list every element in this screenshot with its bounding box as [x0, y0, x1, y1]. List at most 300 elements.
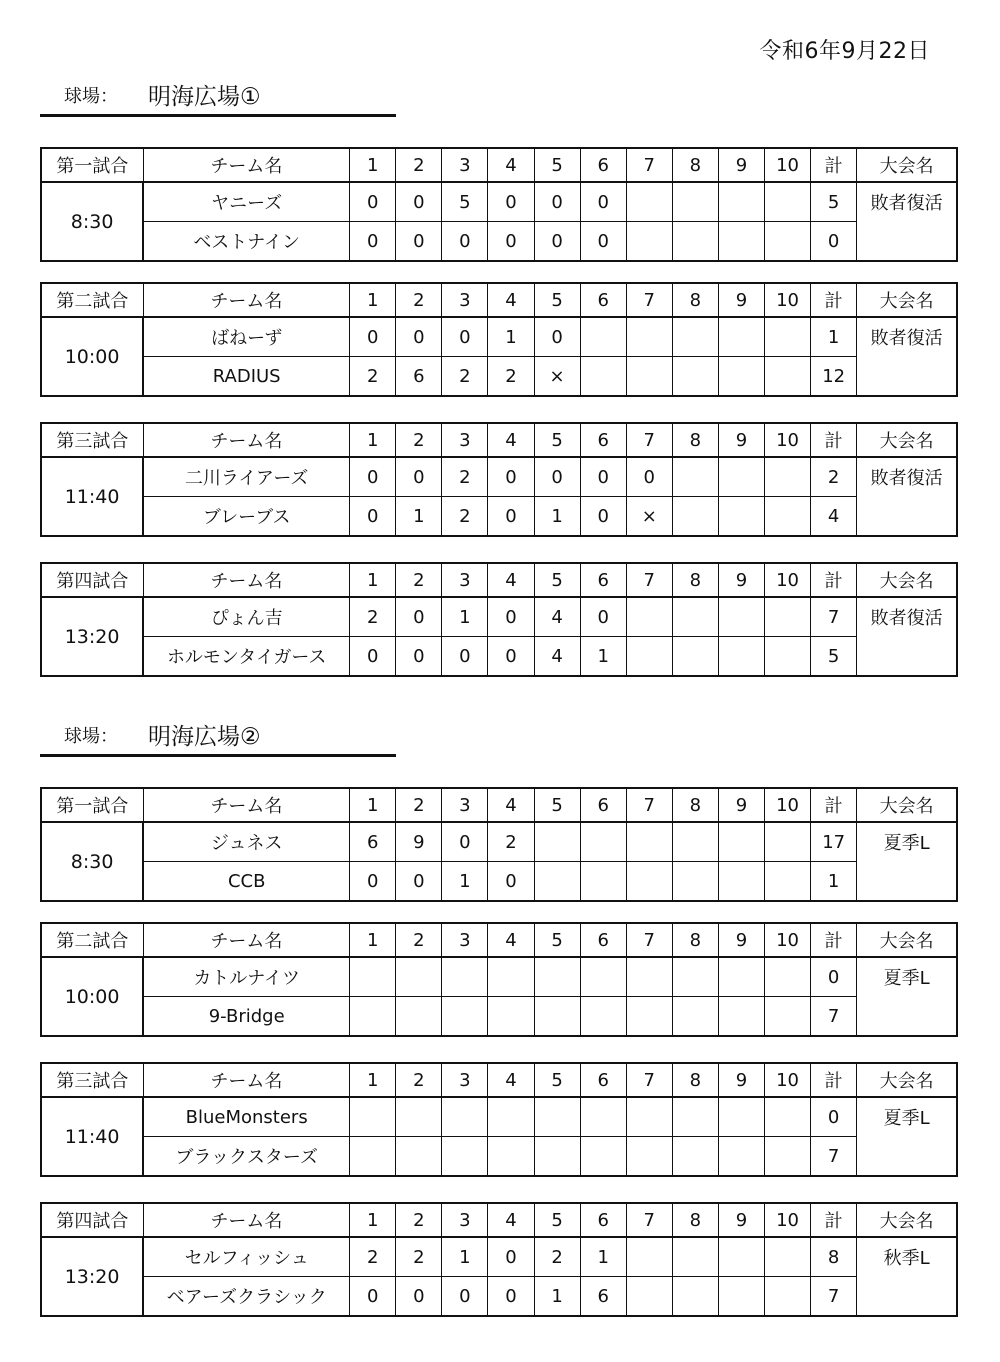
- inning-header: 2: [396, 1203, 442, 1237]
- inning-score: 0: [350, 497, 396, 537]
- inning-score: [396, 1097, 442, 1137]
- inning-score: 0: [488, 597, 534, 637]
- inning-score: 0: [396, 457, 442, 497]
- venue-name: 明海広場②: [148, 724, 261, 750]
- inning-header: 10: [765, 923, 811, 957]
- total-header: 計: [811, 563, 857, 597]
- inning-header: 10: [765, 148, 811, 182]
- team-row: [41, 497, 957, 537]
- header-row: [41, 923, 957, 957]
- inning-score: 1: [534, 1277, 580, 1317]
- inning-score: 9: [396, 822, 442, 862]
- game-number: 第一試合: [41, 788, 143, 822]
- inning-header: 6: [580, 788, 626, 822]
- team-name: ぴょん吉: [143, 597, 349, 637]
- team-name: CCB: [143, 862, 349, 902]
- inning-score: [672, 357, 718, 397]
- inning-score: 0: [488, 862, 534, 902]
- inning-header: 1: [350, 923, 396, 957]
- tournament-name: 秋季L: [857, 1237, 957, 1316]
- game-table: [40, 282, 958, 397]
- tournament-name: 夏季L: [857, 1097, 957, 1176]
- tournament-header: 大会名: [857, 1203, 957, 1237]
- inning-score: [765, 1277, 811, 1317]
- inning-score: 2: [350, 597, 396, 637]
- inning-score: [626, 637, 672, 677]
- game-table: [40, 1202, 958, 1317]
- inning-header: 7: [626, 423, 672, 457]
- inning-score: [765, 497, 811, 537]
- inning-score: [672, 597, 718, 637]
- inning-header: 8: [672, 1203, 718, 1237]
- inning-header: 2: [396, 788, 442, 822]
- inning-score: [534, 1097, 580, 1137]
- inning-score: 0: [534, 317, 580, 357]
- inning-header: 2: [396, 923, 442, 957]
- inning-score: 2: [442, 357, 488, 397]
- inning-score: [534, 1137, 580, 1177]
- team-name: カトルナイツ: [143, 957, 349, 997]
- inning-score: 1: [580, 637, 626, 677]
- header-row: [41, 423, 957, 457]
- inning-score: [626, 1277, 672, 1317]
- inning-header: 8: [672, 1063, 718, 1097]
- inning-score: 0: [488, 497, 534, 537]
- inning-header: 1: [350, 148, 396, 182]
- inning-score: [765, 182, 811, 222]
- inning-header: 2: [396, 1063, 442, 1097]
- inning-score: 2: [488, 822, 534, 862]
- inning-score: [626, 1097, 672, 1137]
- inning-header: 5: [534, 1203, 580, 1237]
- inning-header: 3: [442, 788, 488, 822]
- inning-score: 2: [534, 1237, 580, 1277]
- inning-header: 5: [534, 423, 580, 457]
- document-date: 令和6年9月22日: [759, 39, 930, 64]
- inning-score: [765, 597, 811, 637]
- inning-header: 1: [350, 1203, 396, 1237]
- team-row: [41, 637, 957, 677]
- tournament-name: 敗者復活: [857, 317, 957, 396]
- inning-score: [534, 862, 580, 902]
- inning-header: 10: [765, 563, 811, 597]
- game-number: 第四試合: [41, 563, 143, 597]
- inning-header: 2: [396, 283, 442, 317]
- game-number: 第三試合: [41, 1063, 143, 1097]
- inning-score: 1: [442, 862, 488, 902]
- inning-score: [442, 997, 488, 1037]
- total-header: 計: [811, 148, 857, 182]
- inning-header: 3: [442, 283, 488, 317]
- inning-score: 0: [396, 222, 442, 262]
- tournament-name: 敗者復活: [857, 597, 957, 676]
- inning-header: 3: [442, 423, 488, 457]
- inning-header: 1: [350, 283, 396, 317]
- game-time: 8:30: [41, 182, 143, 261]
- inning-score: [626, 357, 672, 397]
- inning-score: 0: [534, 182, 580, 222]
- inning-header: 3: [442, 148, 488, 182]
- inning-score: [672, 222, 718, 262]
- inning-score: [718, 1237, 764, 1277]
- inning-score: [672, 457, 718, 497]
- inning-header: 4: [488, 1203, 534, 1237]
- inning-score: 0: [580, 182, 626, 222]
- inning-score: [488, 957, 534, 997]
- inning-score: [580, 957, 626, 997]
- inning-score: [718, 497, 764, 537]
- total-header: 計: [811, 788, 857, 822]
- tournament-header: 大会名: [857, 923, 957, 957]
- inning-score: 5: [442, 182, 488, 222]
- team-column-header: チーム名: [143, 1063, 349, 1097]
- inning-score: [765, 1097, 811, 1137]
- inning-score: 0: [442, 317, 488, 357]
- inning-score: [442, 1097, 488, 1137]
- inning-score: [672, 1237, 718, 1277]
- inning-score: [672, 637, 718, 677]
- game-time: 13:20: [41, 597, 143, 676]
- total-header: 計: [811, 1063, 857, 1097]
- inning-score: [718, 222, 764, 262]
- game-table: [40, 787, 958, 902]
- inning-header: 7: [626, 563, 672, 597]
- inning-score: [626, 822, 672, 862]
- inning-score: [672, 822, 718, 862]
- inning-score: 0: [580, 597, 626, 637]
- inning-header: 6: [580, 423, 626, 457]
- game-number: 第一試合: [41, 148, 143, 182]
- inning-header: 3: [442, 563, 488, 597]
- inning-score: [718, 1137, 764, 1177]
- team-name: セルフィッシュ: [143, 1237, 349, 1277]
- team-name: ベアーズクラシック: [143, 1277, 349, 1317]
- inning-score: 0: [534, 222, 580, 262]
- tournament-header: 大会名: [857, 283, 957, 317]
- game-time: 11:40: [41, 457, 143, 536]
- inning-header: 7: [626, 1203, 672, 1237]
- inning-score: [534, 957, 580, 997]
- inning-header: 9: [718, 788, 764, 822]
- team-name: ブレーブス: [143, 497, 349, 537]
- inning-score: 2: [442, 497, 488, 537]
- inning-score: [396, 957, 442, 997]
- inning-header: 8: [672, 563, 718, 597]
- inning-score: [350, 1137, 396, 1177]
- inning-header: 6: [580, 1203, 626, 1237]
- inning-score: 6: [396, 357, 442, 397]
- game-time: 11:40: [41, 1097, 143, 1176]
- total-score: 5: [811, 182, 857, 222]
- inning-score: 0: [396, 597, 442, 637]
- inning-score: 0: [534, 457, 580, 497]
- inning-score: 1: [534, 497, 580, 537]
- inning-header: 6: [580, 283, 626, 317]
- game-table: [40, 562, 958, 677]
- game-time: 10:00: [41, 317, 143, 396]
- inning-score: [765, 1137, 811, 1177]
- inning-score: [626, 597, 672, 637]
- inning-header: 7: [626, 148, 672, 182]
- total-score: 12: [811, 357, 857, 397]
- game-table: [40, 422, 958, 537]
- inning-score: [672, 317, 718, 357]
- inning-score: [718, 1277, 764, 1317]
- inning-score: 0: [350, 637, 396, 677]
- inning-header: 1: [350, 563, 396, 597]
- inning-score: [718, 997, 764, 1037]
- inning-score: 0: [350, 182, 396, 222]
- team-column-header: チーム名: [143, 1203, 349, 1237]
- inning-score: [580, 357, 626, 397]
- team-column-header: チーム名: [143, 563, 349, 597]
- inning-score: 0: [488, 637, 534, 677]
- inning-header: 7: [626, 923, 672, 957]
- inning-header: 7: [626, 1063, 672, 1097]
- total-score: 7: [811, 1277, 857, 1317]
- team-name: 二川ライアーズ: [143, 457, 349, 497]
- inning-score: [765, 862, 811, 902]
- inning-score: 0: [396, 1277, 442, 1317]
- inning-score: [765, 457, 811, 497]
- inning-score: [580, 862, 626, 902]
- team-name: ジュネス: [143, 822, 349, 862]
- team-column-header: チーム名: [143, 148, 349, 182]
- team-name: 9-Bridge: [143, 997, 349, 1037]
- inning-score: [488, 1137, 534, 1177]
- team-row: [41, 862, 957, 902]
- inning-score: [718, 957, 764, 997]
- inning-score: [718, 637, 764, 677]
- inning-header: 5: [534, 923, 580, 957]
- team-column-header: チーム名: [143, 283, 349, 317]
- inning-score: [626, 957, 672, 997]
- inning-header: 2: [396, 148, 442, 182]
- team-name: RADIUS: [143, 357, 349, 397]
- inning-score: [626, 997, 672, 1037]
- inning-header: 10: [765, 283, 811, 317]
- inning-score: [765, 317, 811, 357]
- inning-score: 0: [442, 222, 488, 262]
- inning-score: 0: [488, 1237, 534, 1277]
- tournament-name: 敗者復活: [857, 182, 957, 261]
- inning-score: [672, 997, 718, 1037]
- team-row: [41, 1137, 957, 1177]
- inning-score: 1: [488, 317, 534, 357]
- inning-header: 4: [488, 148, 534, 182]
- team-row: [41, 317, 957, 357]
- inning-score: 0: [350, 222, 396, 262]
- team-column-header: チーム名: [143, 923, 349, 957]
- inning-header: 5: [534, 788, 580, 822]
- inning-header: 6: [580, 1063, 626, 1097]
- inning-score: 0: [580, 457, 626, 497]
- team-row: [41, 182, 957, 222]
- inning-header: 8: [672, 423, 718, 457]
- team-name: ヤニーズ: [143, 182, 349, 222]
- inning-header: 4: [488, 283, 534, 317]
- inning-score: [765, 222, 811, 262]
- header-row: [41, 283, 957, 317]
- total-score: 7: [811, 1137, 857, 1177]
- inning-header: 7: [626, 283, 672, 317]
- inning-score: [580, 1137, 626, 1177]
- header-row: [41, 1063, 957, 1097]
- inning-score: [442, 1137, 488, 1177]
- inning-score: [534, 997, 580, 1037]
- inning-score: [396, 1137, 442, 1177]
- total-score: 0: [811, 1097, 857, 1137]
- inning-score: 0: [488, 457, 534, 497]
- inning-score: [626, 862, 672, 902]
- total-score: 4: [811, 497, 857, 537]
- inning-score: [488, 1097, 534, 1137]
- inning-score: 6: [350, 822, 396, 862]
- inning-score: 0: [350, 457, 396, 497]
- inning-score: 1: [396, 497, 442, 537]
- inning-score: [396, 997, 442, 1037]
- inning-score: [765, 1237, 811, 1277]
- total-score: 1: [811, 862, 857, 902]
- inning-score: 2: [442, 457, 488, 497]
- inning-header: 9: [718, 148, 764, 182]
- inning-score: [534, 822, 580, 862]
- game-time: 8:30: [41, 822, 143, 901]
- team-row: [41, 1237, 957, 1277]
- inning-score: [626, 1137, 672, 1177]
- inning-score: 0: [396, 182, 442, 222]
- inning-score: [765, 637, 811, 677]
- inning-score: 0: [442, 1277, 488, 1317]
- inning-score: 1: [580, 1237, 626, 1277]
- inning-score: [718, 457, 764, 497]
- team-name: ホルモンタイガース: [143, 637, 349, 677]
- game-table: [40, 147, 958, 262]
- inning-score: 0: [396, 317, 442, 357]
- tournament-name: 夏季L: [857, 957, 957, 1036]
- inning-header: 5: [534, 148, 580, 182]
- inning-header: 1: [350, 788, 396, 822]
- total-score: 8: [811, 1237, 857, 1277]
- game-time: 10:00: [41, 957, 143, 1036]
- inning-header: 8: [672, 148, 718, 182]
- inning-header: 9: [718, 563, 764, 597]
- inning-header: 2: [396, 563, 442, 597]
- inning-score: [350, 997, 396, 1037]
- inning-score: 6: [580, 1277, 626, 1317]
- inning-score: [350, 957, 396, 997]
- inning-header: 2: [396, 423, 442, 457]
- total-score: 5: [811, 637, 857, 677]
- team-name: ブラックスターズ: [143, 1137, 349, 1177]
- inning-header: 3: [442, 1063, 488, 1097]
- inning-score: [765, 997, 811, 1037]
- inning-score: [672, 1277, 718, 1317]
- inning-score: 0: [396, 862, 442, 902]
- inning-header: 10: [765, 1063, 811, 1097]
- inning-score: 0: [442, 637, 488, 677]
- inning-score: [626, 222, 672, 262]
- team-name: BlueMonsters: [143, 1097, 349, 1137]
- inning-score: 0: [350, 862, 396, 902]
- tournament-name: 夏季L: [857, 822, 957, 901]
- total-score: 0: [811, 957, 857, 997]
- venue-name: 明海広場①: [148, 84, 261, 110]
- inning-score: 2: [350, 1237, 396, 1277]
- total-header: 計: [811, 1203, 857, 1237]
- inning-header: 9: [718, 283, 764, 317]
- header-row: [41, 148, 957, 182]
- team-column-header: チーム名: [143, 423, 349, 457]
- game-number: 第三試合: [41, 423, 143, 457]
- inning-score: [488, 997, 534, 1037]
- inning-header: 1: [350, 1063, 396, 1097]
- inning-score: [718, 822, 764, 862]
- inning-header: 6: [580, 563, 626, 597]
- venue-label: 球場：: [64, 86, 118, 107]
- inning-score: 0: [626, 457, 672, 497]
- game-table: [40, 1062, 958, 1177]
- game-number: 第二試合: [41, 923, 143, 957]
- team-row: [41, 457, 957, 497]
- team-name: ベストナイン: [143, 222, 349, 262]
- inning-score: [672, 497, 718, 537]
- inning-score: [672, 1097, 718, 1137]
- total-header: 計: [811, 283, 857, 317]
- venue-header: [40, 718, 396, 757]
- team-row: [41, 997, 957, 1037]
- inning-header: 4: [488, 788, 534, 822]
- inning-score: 0: [488, 1277, 534, 1317]
- team-row: [41, 957, 957, 997]
- total-score: 0: [811, 222, 857, 262]
- tournament-header: 大会名: [857, 423, 957, 457]
- inning-score: [718, 317, 764, 357]
- inning-score: [718, 862, 764, 902]
- inning-score: 2: [488, 357, 534, 397]
- team-row: [41, 357, 957, 397]
- inning-header: 3: [442, 1203, 488, 1237]
- inning-score: [672, 1137, 718, 1177]
- inning-score: 4: [534, 597, 580, 637]
- inning-score: ×: [626, 497, 672, 537]
- inning-score: 0: [488, 222, 534, 262]
- inning-score: [765, 822, 811, 862]
- inning-header: 9: [718, 923, 764, 957]
- inning-header: 7: [626, 788, 672, 822]
- inning-score: ×: [534, 357, 580, 397]
- inning-score: [580, 1097, 626, 1137]
- inning-score: [580, 997, 626, 1037]
- team-row: [41, 222, 957, 262]
- inning-header: 9: [718, 1063, 764, 1097]
- inning-score: [626, 1237, 672, 1277]
- header-row: [41, 563, 957, 597]
- inning-score: [672, 862, 718, 902]
- inning-score: [672, 182, 718, 222]
- team-column-header: チーム名: [143, 788, 349, 822]
- inning-score: [718, 182, 764, 222]
- inning-score: 0: [442, 822, 488, 862]
- game-number: 第四試合: [41, 1203, 143, 1237]
- total-header: 計: [811, 423, 857, 457]
- inning-header: 4: [488, 923, 534, 957]
- inning-header: 10: [765, 423, 811, 457]
- inning-header: 8: [672, 788, 718, 822]
- header-row: [41, 788, 957, 822]
- game-table: [40, 922, 958, 1037]
- inning-score: [718, 357, 764, 397]
